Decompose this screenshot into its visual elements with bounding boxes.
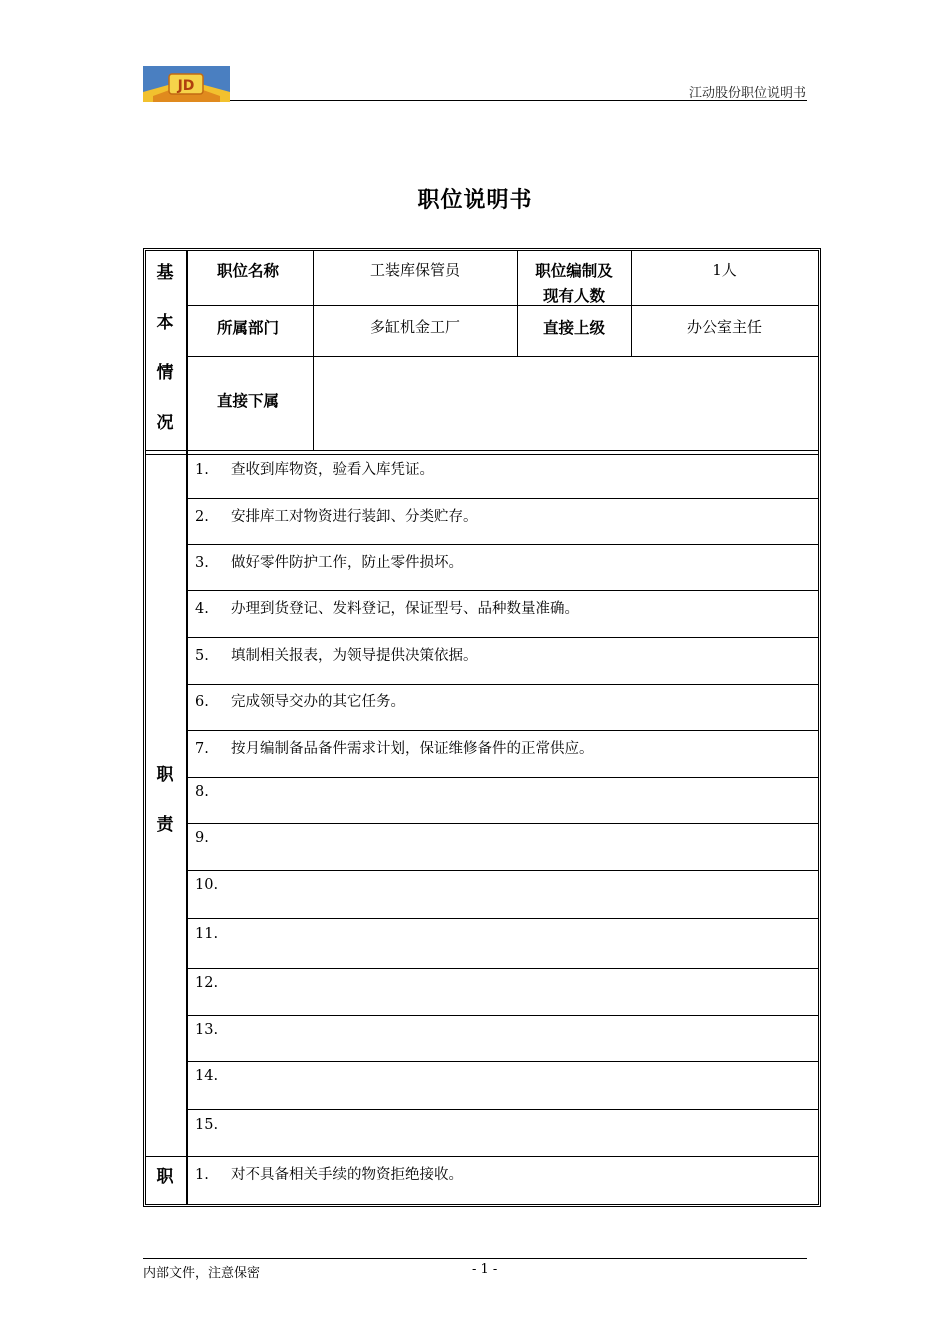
duty-item — [195, 551, 463, 572]
divider — [146, 1156, 818, 1157]
duty-item — [195, 830, 231, 846]
duty-number: 9. — [195, 830, 209, 846]
duty-text: 办理到货登记、发料登记，保证型号、品种数量准确。 — [231, 601, 579, 617]
duty-item — [195, 1022, 231, 1038]
duty-number: 10. — [195, 877, 219, 893]
divider — [186, 684, 818, 685]
duty-text: 查收到库物资，验看入库凭证。 — [231, 462, 434, 478]
header-divider — [230, 100, 807, 101]
duty-number: 15. — [195, 1117, 219, 1133]
divider — [186, 1015, 818, 1016]
divider — [186, 305, 818, 306]
authority-number: 1. — [195, 1167, 209, 1183]
divider — [186, 968, 818, 969]
department-value: 多缸机金工厂 — [369, 318, 460, 336]
superior-label: 直接上级 — [542, 319, 605, 337]
divider — [186, 637, 818, 638]
footer-divider — [143, 1258, 807, 1259]
divider — [186, 1061, 818, 1062]
duty-number: 8. — [195, 784, 209, 800]
headcount-value: 1人 — [712, 261, 737, 279]
divider — [186, 356, 818, 357]
duty-number: 1. — [195, 462, 209, 478]
duty-item — [195, 644, 478, 665]
duty-text: 完成领导交办的其它任务。 — [231, 694, 405, 710]
divider — [186, 590, 818, 591]
divider — [186, 823, 818, 824]
duty-item — [195, 877, 231, 893]
divider — [146, 450, 818, 455]
divider — [186, 918, 818, 919]
divider — [186, 1109, 818, 1110]
authority-section-label: 职 — [156, 1167, 174, 1187]
duty-text: 填制相关报表，为领导提供决策依据。 — [231, 648, 478, 664]
page-number: - 1 - — [472, 1262, 498, 1277]
headcount-label-line2: 现有人数 — [542, 287, 605, 305]
header-doc-title: 江动股份职位说明书 — [688, 86, 806, 101]
duty-item — [195, 784, 231, 800]
divider — [186, 544, 818, 545]
superior-value: 办公室主任 — [686, 318, 762, 336]
duty-item — [195, 505, 478, 526]
duty-item — [195, 926, 231, 942]
page-title: 职位说明书 — [417, 188, 533, 213]
divider — [313, 251, 314, 451]
duties-section-label-2: 责 — [156, 815, 174, 835]
basic-section-label-1: 基 — [156, 263, 174, 283]
subordinate-label: 直接下属 — [217, 392, 280, 410]
divider — [186, 730, 818, 731]
duty-text: 安排库工对物资进行装卸、分类贮存。 — [231, 509, 478, 525]
divider — [186, 870, 818, 871]
duty-text: 做好零件防护工作，防止零件损坏。 — [231, 555, 463, 571]
duty-number: 12. — [195, 975, 219, 991]
duties-section-label-1: 职 — [156, 765, 174, 785]
duty-number: 2. — [195, 509, 209, 525]
duty-number: 6. — [195, 694, 209, 710]
authority-text: 对不具备相关手续的物资拒绝接收。 — [231, 1167, 463, 1183]
authority-item — [195, 1163, 463, 1184]
duty-number: 13. — [195, 1022, 219, 1038]
footer-confidential-note: 内部文件，注意保密 — [143, 1266, 261, 1281]
position-name-label: 职位名称 — [217, 262, 280, 280]
duty-text: 按月编制备品备件需求计划，保证维修备件的正常供应。 — [231, 741, 594, 757]
duty-item — [195, 737, 594, 758]
duty-item — [195, 1068, 231, 1084]
position-name-value: 工装库保管员 — [369, 261, 460, 279]
divider — [186, 498, 818, 499]
duty-item — [195, 597, 579, 618]
department-label: 所属部门 — [217, 319, 280, 337]
duty-number: 3. — [195, 555, 209, 571]
duty-number: 7. — [195, 741, 209, 757]
duty-item — [195, 458, 434, 479]
duty-item — [195, 690, 405, 711]
basic-section-label-3: 情 — [156, 363, 174, 383]
divider — [186, 777, 818, 778]
duty-number: 11. — [195, 926, 219, 942]
duty-item — [195, 1117, 231, 1133]
headcount-label-line1: 职位编制及 — [535, 262, 613, 280]
duty-item — [195, 975, 231, 991]
company-logo — [143, 66, 230, 102]
duty-number: 4. — [195, 601, 209, 617]
logo-text: JD — [177, 78, 195, 94]
basic-section-label-2: 本 — [156, 313, 174, 333]
duty-number: 5. — [195, 648, 209, 664]
basic-section-label-4: 况 — [156, 413, 174, 433]
duty-number: 14. — [195, 1068, 219, 1084]
